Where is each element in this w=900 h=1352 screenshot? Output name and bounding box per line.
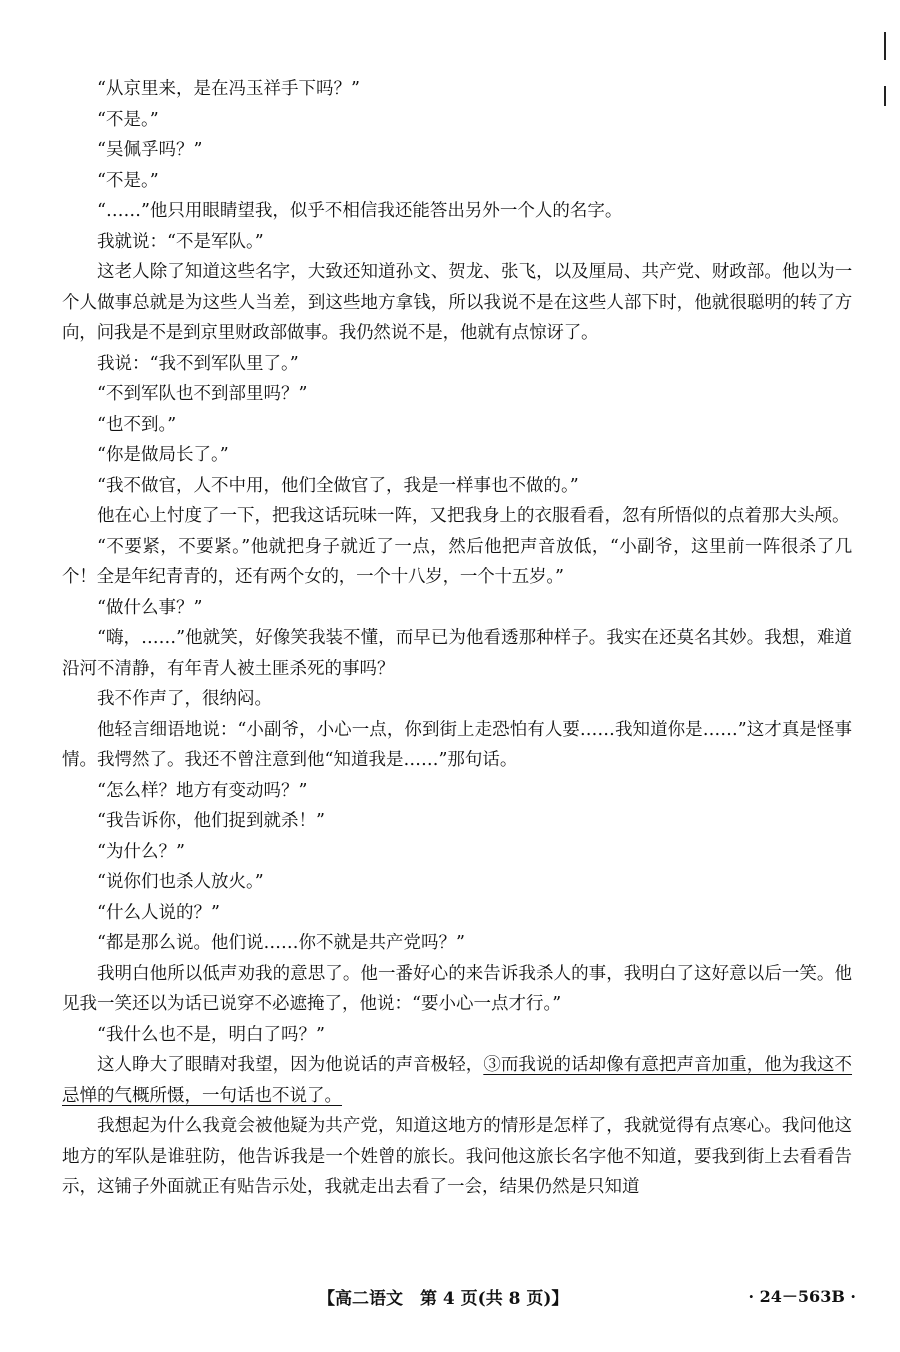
paragraph: 他在心上忖度了一下，把我这话玩味一阵，又把我身上的衣服看看，忽有所悟似的点着那大头颅。 <box>97 506 850 526</box>
paragraph: “不是。” <box>97 109 159 130</box>
exam-code: · 24－563B · <box>748 1287 856 1306</box>
margin-mark <box>884 32 886 60</box>
paragraph-lead-text: 这人睁大了眼睛对我望，因为他说话的声音极轻， <box>97 1055 484 1075</box>
paragraph: “怎么样？地方有变动吗？” <box>97 780 308 801</box>
paragraph: “什么人说的？” <box>97 902 220 923</box>
paragraph: 我就说：“不是军队。” <box>97 231 264 252</box>
underlined-paragraph <box>62 1050 852 1111</box>
paragraph: “不要紧，不要紧。”他就把身子就近了一点，然后他把声音放低，“小副爷，这里前一阵很杀了几个！全是年纪青青的，还有两个女的，一个十八岁，一个十五岁。” <box>62 536 852 587</box>
paragraph: “……”他只用眼睛望我，似乎不相信我还能答出另外一个人的名字。 <box>97 201 623 221</box>
paragraph: “不是。” <box>97 170 159 191</box>
paragraph: 这老人除了知道这些名字，大致还知道孙文、贺龙、张飞，以及厘局、共产党、财政部。他以为一个人做事总就是为这些人当差，到这些地方拿钱，所以我说不是在这些人部下时，他就很聪明的转了方向，问我是不是到京里财政部做事。我仍然说不是，他就有点惊讶了。 <box>62 262 852 343</box>
page-number-label: 【高二语文 第 4 页(共 8 页)】 <box>318 1289 569 1309</box>
underlined-sentence-3: ③而我说的话却像有意把声音加重，他为我这不忌惮的气概所慑，一句话也不说了。 <box>62 1055 853 1106</box>
paragraph: “我不做官，人不中用，他们全做官了，我是一样事也不做的。” <box>97 475 579 496</box>
margin-mark <box>884 86 886 106</box>
paragraph: “也不到。” <box>97 414 177 435</box>
margin-marks <box>884 32 890 112</box>
paragraph: 我明白他所以低声劝我的意思了。他一番好心的来告诉我杀人的事，我明白了这好意以后一笑。他见我一笑还以为话已说穿不必遮掩了，他说：“要小心一点才行。” <box>62 963 852 1014</box>
passage-text <box>62 74 852 1203</box>
paragraph: “不到军队也不到部里吗？” <box>97 384 308 404</box>
paragraph: “从京里来，是在冯玉祥手下吗？” <box>97 79 360 99</box>
final-paragraph: 我想起为什么我竟会被他疑为共产党，知道这地方的情形是怎样了，我就觉得有点寒心。我问他这地方的军队是谁驻防，他告诉我是一个姓曾的旅长。我问他这旅长名字他不知道，要我到街上去看看告示，这铺子外面就正有贴告示处，我就走出去看了一会，结果仍然是只知道 <box>62 1116 852 1197</box>
paragraph: “我告诉你，他们捉到就杀！” <box>97 811 325 831</box>
paragraph: “你是做局长了。” <box>97 445 229 465</box>
paragraph: “为什么？” <box>97 841 185 862</box>
page-footer <box>0 1284 900 1314</box>
paragraph: “做什么事？” <box>97 597 203 618</box>
paragraph: “吴佩孚吗？” <box>97 140 203 160</box>
paragraph: 我说：“我不到军队里了。” <box>97 353 299 374</box>
paragraph: “说你们也杀人放火。” <box>97 872 264 892</box>
paragraph: “嗨，……”他就笑，好像笑我装不懂，而早已为他看透那种样子。我实在还莫名其妙。我想，难道沿河不清静，有年青人被土匪杀死的事吗？ <box>62 628 852 679</box>
paragraph: 我不作声了，很纳闷。 <box>97 689 272 709</box>
paragraph: 他轻言细语地说：“小副爷，小心一点，你到街上走恐怕有人要……我知道你是……”这才真是怪事情。我愕然了。我还不曾注意到他“知道我是……”那句话。 <box>62 719 852 770</box>
paragraph: “我什么也不是，明白了吗？” <box>97 1024 325 1045</box>
paragraph: “都是那么说。他们说……你不就是共产党吗？” <box>97 933 465 953</box>
